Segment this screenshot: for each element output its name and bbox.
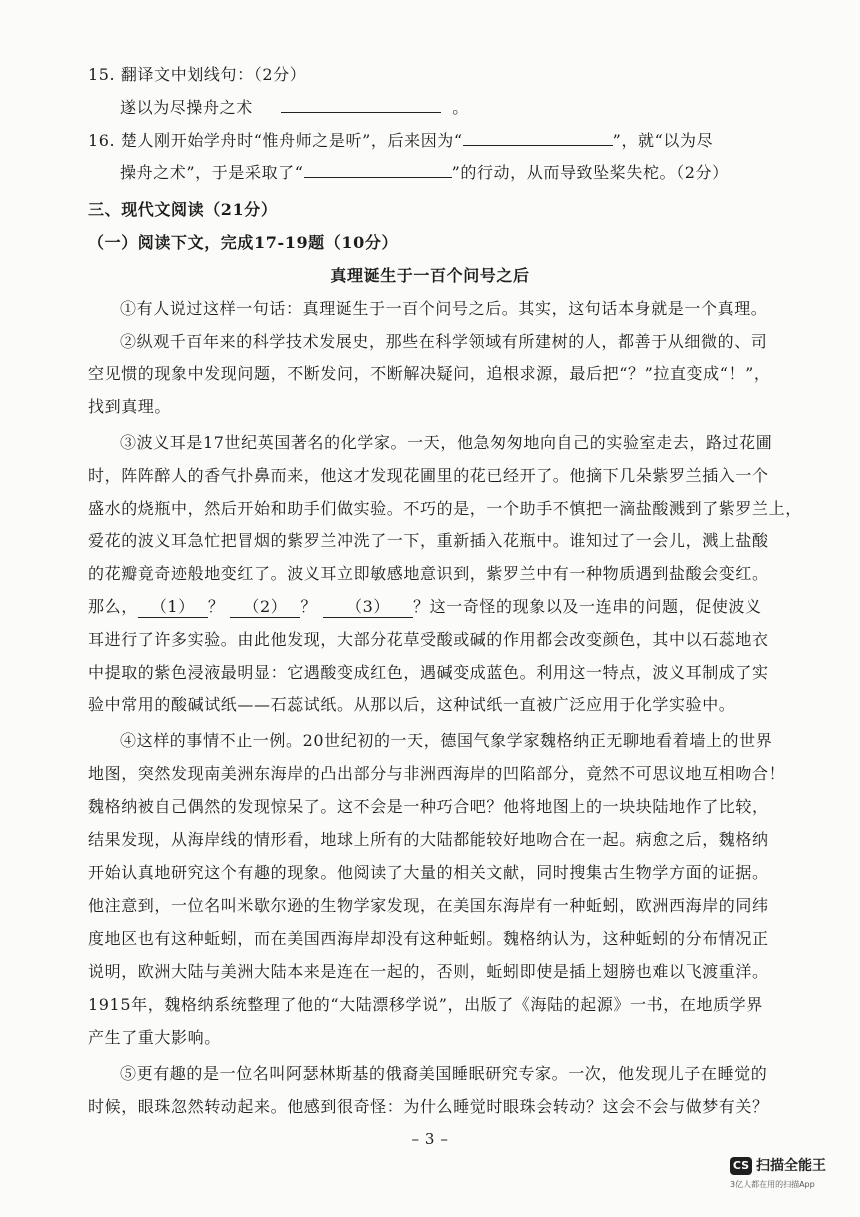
- article-line: 盛水的烧瓶中，然后开始和助手们做实验。不巧的是，一个助手不慎把一滴盐酸溅到了紫罗兰上，: [88, 499, 802, 518]
- article-line: 结果发现，从海岸线的情形看，地球上所有的大陆都能较好地吻合在一起。病愈之后，魏格纳: [88, 830, 769, 849]
- article-line: 中提取的紫色浸液最明显：它遇酸变成红色，遇碱变成蓝色。利用这一特点，波义耳制成了实: [88, 663, 769, 682]
- question-15-prompt: 15. 翻译文中划线句：（2分）: [88, 65, 307, 84]
- question-16-part1: 16. 楚人刚开始学舟时“惟舟师之是听”，后来因为“: [88, 131, 463, 150]
- question-16-part4: ”的行动，从而导致坠桨失柁。（2分）: [451, 163, 729, 182]
- article-line: 地图，突然发现南美洲东海岸的凸出部分与非洲西海岸的凹陷部分，竟然不可思议地互相吻合！: [88, 764, 786, 783]
- answer-blank-3[interactable]: [323, 594, 413, 618]
- blank-label-2: （2）: [243, 597, 288, 616]
- article-line: 的花瓣竟奇迹般地变红了。波义耳立即敏感地意识到，紫罗兰中有一种物质遇到盐酸会变红。: [88, 564, 769, 583]
- answer-blank-2[interactable]: [230, 594, 300, 618]
- question-16-part3: 操舟之术”，于是采取了“: [120, 163, 304, 182]
- article-title: 真理诞生于一百个问号之后: [330, 266, 530, 285]
- article-line: 1915年，魏格纳系统整理了他的“大陆漂移学说”，出版了《海陆的起源》一书，在地质学界: [88, 995, 763, 1014]
- article-line: 魏格纳被自己偶然的发现惊呆了。这不会是一种巧合吧？他将地图上的一块块陆地作了比较，: [88, 797, 769, 816]
- question-16-line2: [120, 160, 729, 183]
- article-line: ④这样的事情不止一例。20世纪初的一天，德国气象学家魏格纳正无聊地看着墙上的世界: [120, 731, 773, 750]
- question-15-sentence: 遂以为尽操舟之术: [120, 98, 253, 117]
- blank-label-3: （3）: [346, 597, 391, 616]
- article-line: 找到真理。: [88, 397, 172, 416]
- blanks-lead: 那么，: [88, 597, 138, 616]
- answer-blank-16a[interactable]: [463, 131, 613, 146]
- section-3-heading: 三、现代文阅读（21分）: [88, 200, 278, 219]
- article-line: 开始认真地研究这个有趣的现象。他阅读了大量的相关文献，同时搜集古生物学方面的证据。: [88, 863, 769, 882]
- article-line: 度地区也有这种蚯蚓，而在美国西海岸却没有这种蚯蚓。魏格纳认为，这种蚯蚓的分布情况正: [88, 929, 769, 948]
- article-line: 爱花的波义耳急忙把冒烟的紫罗兰冲洗了一下，重新插入花瓶中。谁知过了一会儿，溅上盐酸: [88, 531, 769, 550]
- article-line: ②纵观千百年来的科学技术发展史，那些在科学领域有所建树的人，都善于从细微的、司: [120, 332, 768, 351]
- article-line: 空见惯的现象中发现问题，不断发问，不断解决疑问，追根求源，最后把“？”拉直变成“！”，: [88, 364, 771, 383]
- answer-blank-1[interactable]: [138, 594, 208, 618]
- article-line: 说明，欧洲大陆与美洲大陆本来是连在一起的，否则，蚯蚓即使是插上翅膀也难以飞渡重洋。: [88, 962, 769, 981]
- scanner-logo-icon: CS: [730, 1157, 752, 1175]
- question-mark: ？: [207, 597, 225, 616]
- article-line: 他注意到，一位名叫米歇尔逊的生物学家发现，在美国东海岸有一种蚯蚓，欧洲西海岸的同纬: [88, 896, 769, 915]
- blank-label-1: （1）: [150, 597, 195, 616]
- article-line: ①有人说过这样一句话：真理诞生于一百个问号之后。其实，这句话本身就是一个真理。: [120, 299, 768, 318]
- question-16-line1: [88, 128, 713, 151]
- scanner-watermark: [730, 1155, 840, 1193]
- question-15-line: [120, 95, 469, 118]
- blanks-tail: ？这一奇怪的现象以及一连串的问题，促使波义: [413, 597, 762, 616]
- question-16-part2: ”，就“以为尽: [612, 131, 714, 150]
- scanner-app-name: 扫描全能王: [756, 1158, 826, 1174]
- page-number: – 3 –: [411, 1130, 449, 1148]
- article-blanks-line: [88, 594, 762, 618]
- article-line: ③波义耳是17世纪英国著名的化学家。一天，他急匆匆地向自己的实验室走去，路过花圃: [120, 433, 773, 452]
- article-line: 时候，眼珠忽然转动起来。他感到很奇怪：为什么睡觉时眼珠会转动？这会不会与做梦有关？: [88, 1097, 769, 1116]
- article-line: 耳进行了许多实验。由此他发现，大部分花草受酸或碱的作用都会改变颜色，其中以石蕊地衣: [88, 630, 769, 649]
- article-line: 时，阵阵醉人的香气扑鼻而来，他这才发现花圃里的花已经开了。他摘下几朵紫罗兰插入一个: [88, 466, 769, 485]
- question-mark: ？: [300, 597, 318, 616]
- answer-blank-16b[interactable]: [304, 163, 452, 178]
- article-line: 产生了重大影响。: [88, 1028, 221, 1047]
- question-15-end: 。: [452, 98, 469, 117]
- article-line: ⑤更有趣的是一位名叫阿瑟林斯基的俄裔美国睡眠研究专家。一次，他发现儿子在睡觉的: [120, 1064, 768, 1083]
- subsection-1-heading: （一）阅读下文，完成17-19题（10分）: [88, 233, 399, 252]
- answer-blank-15[interactable]: [281, 98, 441, 113]
- article-line: 验中常用的酸碱试纸——石蕊试纸。从那以后，这种试纸一直被广泛应用于化学实验中。: [88, 695, 736, 714]
- scanner-tagline: 3亿人都在用的扫描App: [730, 1180, 815, 1189]
